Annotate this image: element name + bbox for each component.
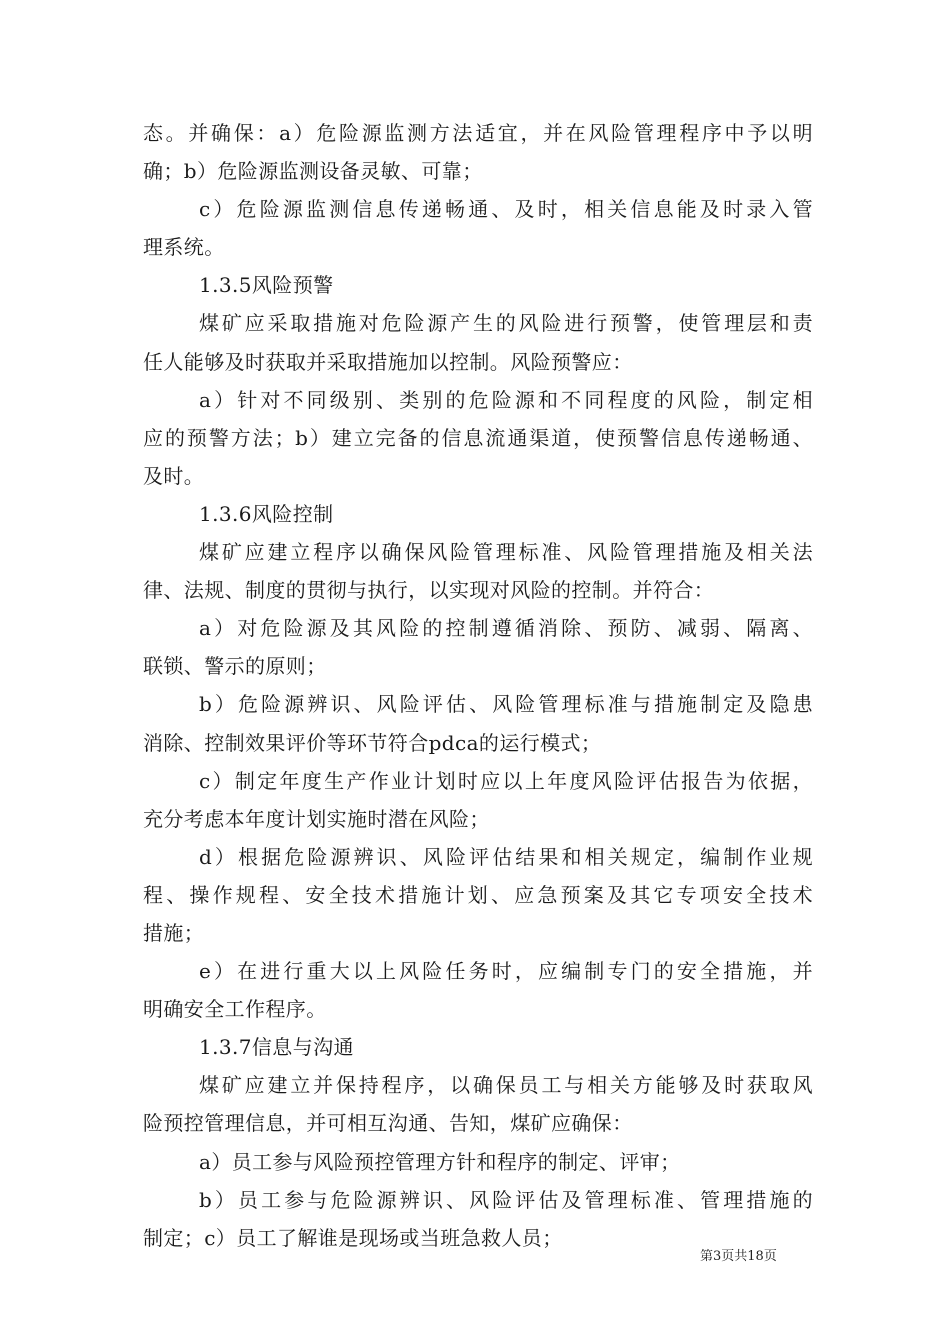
text-line: 煤矿应建立并保持程序，以确保员工与相关方能够及时获取风 xyxy=(199,1073,813,1098)
text-line: 1.3.5风险预警 xyxy=(199,273,334,298)
text-line: 煤矿应建立程序以确保风险管理标准、风险管理措施及相关法 xyxy=(199,540,813,565)
text-line: 制定；c）员工了解谁是现场或当班急救人员； xyxy=(143,1225,563,1250)
text-line: a）对危险源及其风险的控制遵循消除、预防、减弱、隔离、 xyxy=(199,616,813,641)
text-line: 确；b）危险源监测设备灵敏、可靠； xyxy=(143,159,483,184)
text-line: b）危险源辨识、风险评估、风险管理标准与措施制定及隐患 xyxy=(199,692,813,717)
text-line: c）危险源监测信息传递畅通、及时，相关信息能及时录入管 xyxy=(199,197,813,222)
text-line: 1.3.7信息与沟通 xyxy=(199,1035,354,1060)
text-line: 及时。 xyxy=(143,463,205,488)
document-body xyxy=(143,114,813,1257)
text-line: a）针对不同级别、类别的危险源和不同程度的风险，制定相 xyxy=(199,387,813,412)
text-line: 律、法规、制度的贯彻与执行，以实现对风险的控制。并符合： xyxy=(143,578,715,603)
page-number: 第3页共18页 xyxy=(700,1249,777,1264)
text-line: 险预控管理信息，并可相互沟通、告知，煤矿应确保： xyxy=(143,1111,633,1136)
text-line: 明确安全工作程序。 xyxy=(143,997,327,1022)
text-line: 措施； xyxy=(143,920,205,945)
text-line: 任人能够及时获取并采取措施加以控制。风险预警应： xyxy=(143,349,633,374)
text-line: d）根据危险源辨识、风险评估结果和相关规定，编制作业规 xyxy=(199,844,813,869)
text-line: 煤矿应采取措施对危险源产生的风险进行预警，使管理层和责 xyxy=(199,311,813,336)
text-line: e）在进行重大以上风险任务时，应编制专门的安全措施，并 xyxy=(199,959,813,984)
text-line: 消除、控制效果评价等环节符合pdca的运行模式； xyxy=(143,730,602,755)
text-line: 应的预警方法；b）建立完备的信息流通渠道，使预警信息传递畅通、 xyxy=(143,425,813,450)
text-line: 态。并确保：a）危险源监测方法适宜，并在风险管理程序中予以明 xyxy=(143,121,813,145)
text-line: 联锁、警示的原则； xyxy=(143,654,327,679)
text-line: 程、操作规程、安全技术措施计划、应急预案及其它专项安全技术 xyxy=(143,882,813,907)
text-line: 1.3.6风险控制 xyxy=(199,501,334,526)
text-line: b）员工参与危险源辨识、风险评估及管理标准、管理措施的 xyxy=(199,1187,813,1212)
text-line: 充分考虑本年度计划实施时潜在风险； xyxy=(143,806,490,831)
text-line: a）员工参与风险预控管理方针和程序的制定、评审； xyxy=(199,1149,681,1174)
text-line: 理系统。 xyxy=(143,235,225,260)
text-line: c）制定年度生产作业计划时应以上年度风险评估报告为依据， xyxy=(199,768,813,793)
